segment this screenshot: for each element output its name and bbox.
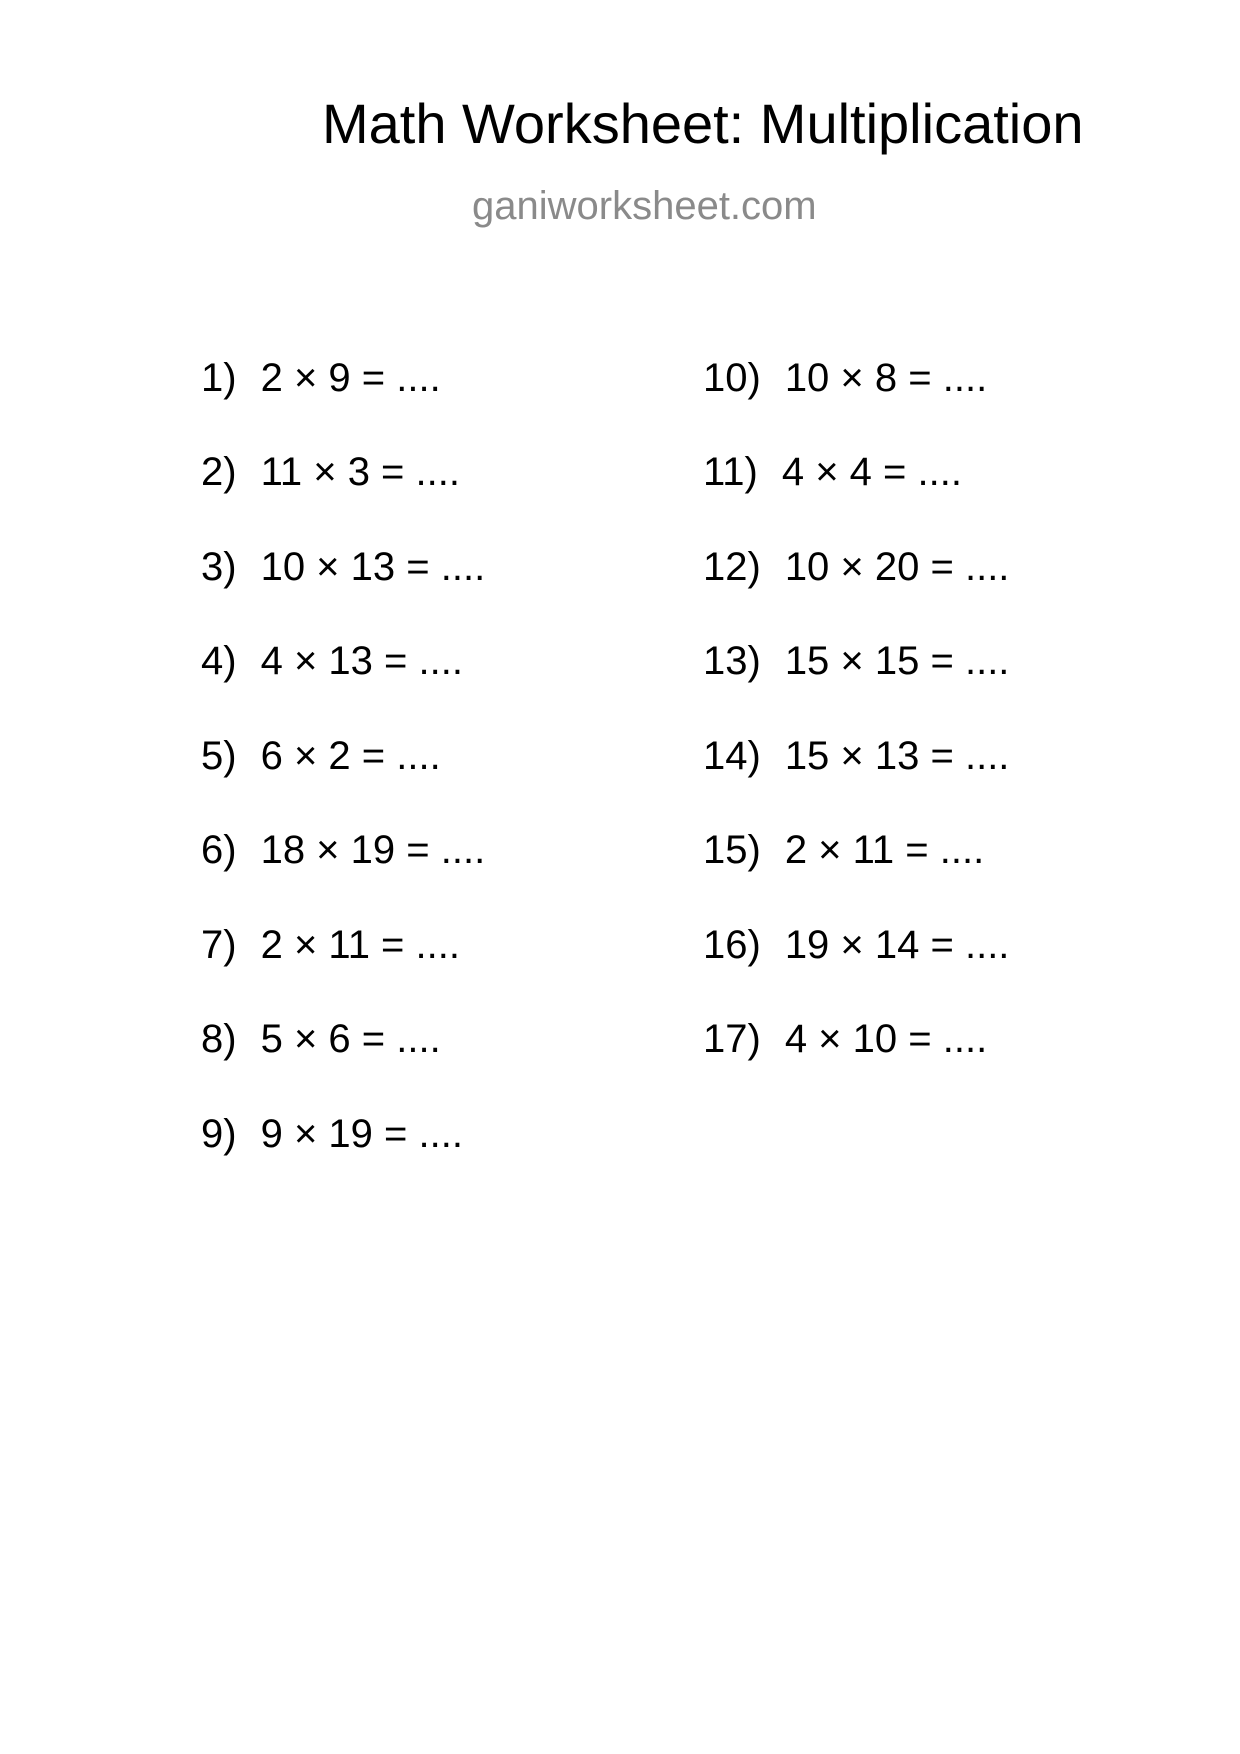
problem-expression: 4 × 10 = .... bbox=[784, 1017, 988, 1061]
problem-number: 10) bbox=[703, 356, 761, 400]
problem-item bbox=[703, 641, 1009, 681]
problem-expression: 11 × 3 = .... bbox=[260, 450, 460, 494]
problem-item bbox=[201, 547, 485, 587]
problem-number: 13) bbox=[703, 639, 761, 683]
problem-number: 3) bbox=[201, 545, 237, 589]
problem-item bbox=[201, 830, 485, 870]
problem-expression: 15 × 13 = .... bbox=[784, 734, 1010, 778]
worksheet-title: Math Worksheet: Multiplication bbox=[322, 92, 1084, 155]
problem-number: 7) bbox=[201, 923, 237, 967]
problem-number: 5) bbox=[201, 734, 237, 778]
problem-expression: 10 × 13 = .... bbox=[260, 545, 486, 589]
problem-number: 15) bbox=[703, 828, 761, 872]
problem-item bbox=[703, 547, 1009, 587]
problem-expression: 2 × 11 = .... bbox=[784, 828, 985, 872]
problem-item bbox=[703, 1019, 987, 1059]
problem-number: 9) bbox=[201, 1112, 237, 1156]
problem-number: 11) bbox=[703, 450, 758, 494]
problem-expression: 4 × 4 = .... bbox=[781, 450, 962, 494]
problem-number: 17) bbox=[703, 1017, 761, 1061]
problem-number: 14) bbox=[703, 734, 761, 778]
website-label: ganiworksheet.com bbox=[472, 184, 817, 228]
problem-number: 1) bbox=[201, 356, 237, 400]
problem-expression: 2 × 9 = .... bbox=[260, 356, 441, 400]
problem-item bbox=[703, 736, 1009, 776]
problem-expression: 5 × 6 = .... bbox=[260, 1017, 441, 1061]
problem-expression: 19 × 14 = .... bbox=[784, 923, 1010, 967]
problem-expression: 9 × 19 = .... bbox=[260, 1112, 463, 1156]
problem-expression: 6 × 2 = .... bbox=[260, 734, 441, 778]
problem-expression: 10 × 20 = .... bbox=[784, 545, 1010, 589]
problem-item bbox=[201, 1114, 463, 1154]
problem-item bbox=[703, 925, 1009, 965]
problem-item bbox=[201, 736, 441, 776]
problem-number: 4) bbox=[201, 639, 237, 683]
problem-expression: 10 × 8 = .... bbox=[784, 356, 988, 400]
problem-item bbox=[703, 830, 984, 870]
problem-number: 6) bbox=[201, 828, 237, 872]
problem-expression: 2 × 11 = .... bbox=[260, 923, 460, 967]
problem-item bbox=[201, 925, 460, 965]
problem-expression: 4 × 13 = .... bbox=[260, 639, 463, 683]
problem-item bbox=[201, 452, 460, 492]
problem-item bbox=[703, 358, 987, 398]
problem-item bbox=[703, 452, 962, 492]
problem-item bbox=[201, 358, 441, 398]
problem-number: 8) bbox=[201, 1017, 237, 1061]
problem-item bbox=[201, 641, 463, 681]
problem-number: 12) bbox=[703, 545, 761, 589]
problem-number: 16) bbox=[703, 923, 761, 967]
problem-expression: 15 × 15 = .... bbox=[784, 639, 1010, 683]
problem-expression: 18 × 19 = .... bbox=[260, 828, 486, 872]
problem-item bbox=[201, 1019, 441, 1059]
problem-number: 2) bbox=[201, 450, 237, 494]
